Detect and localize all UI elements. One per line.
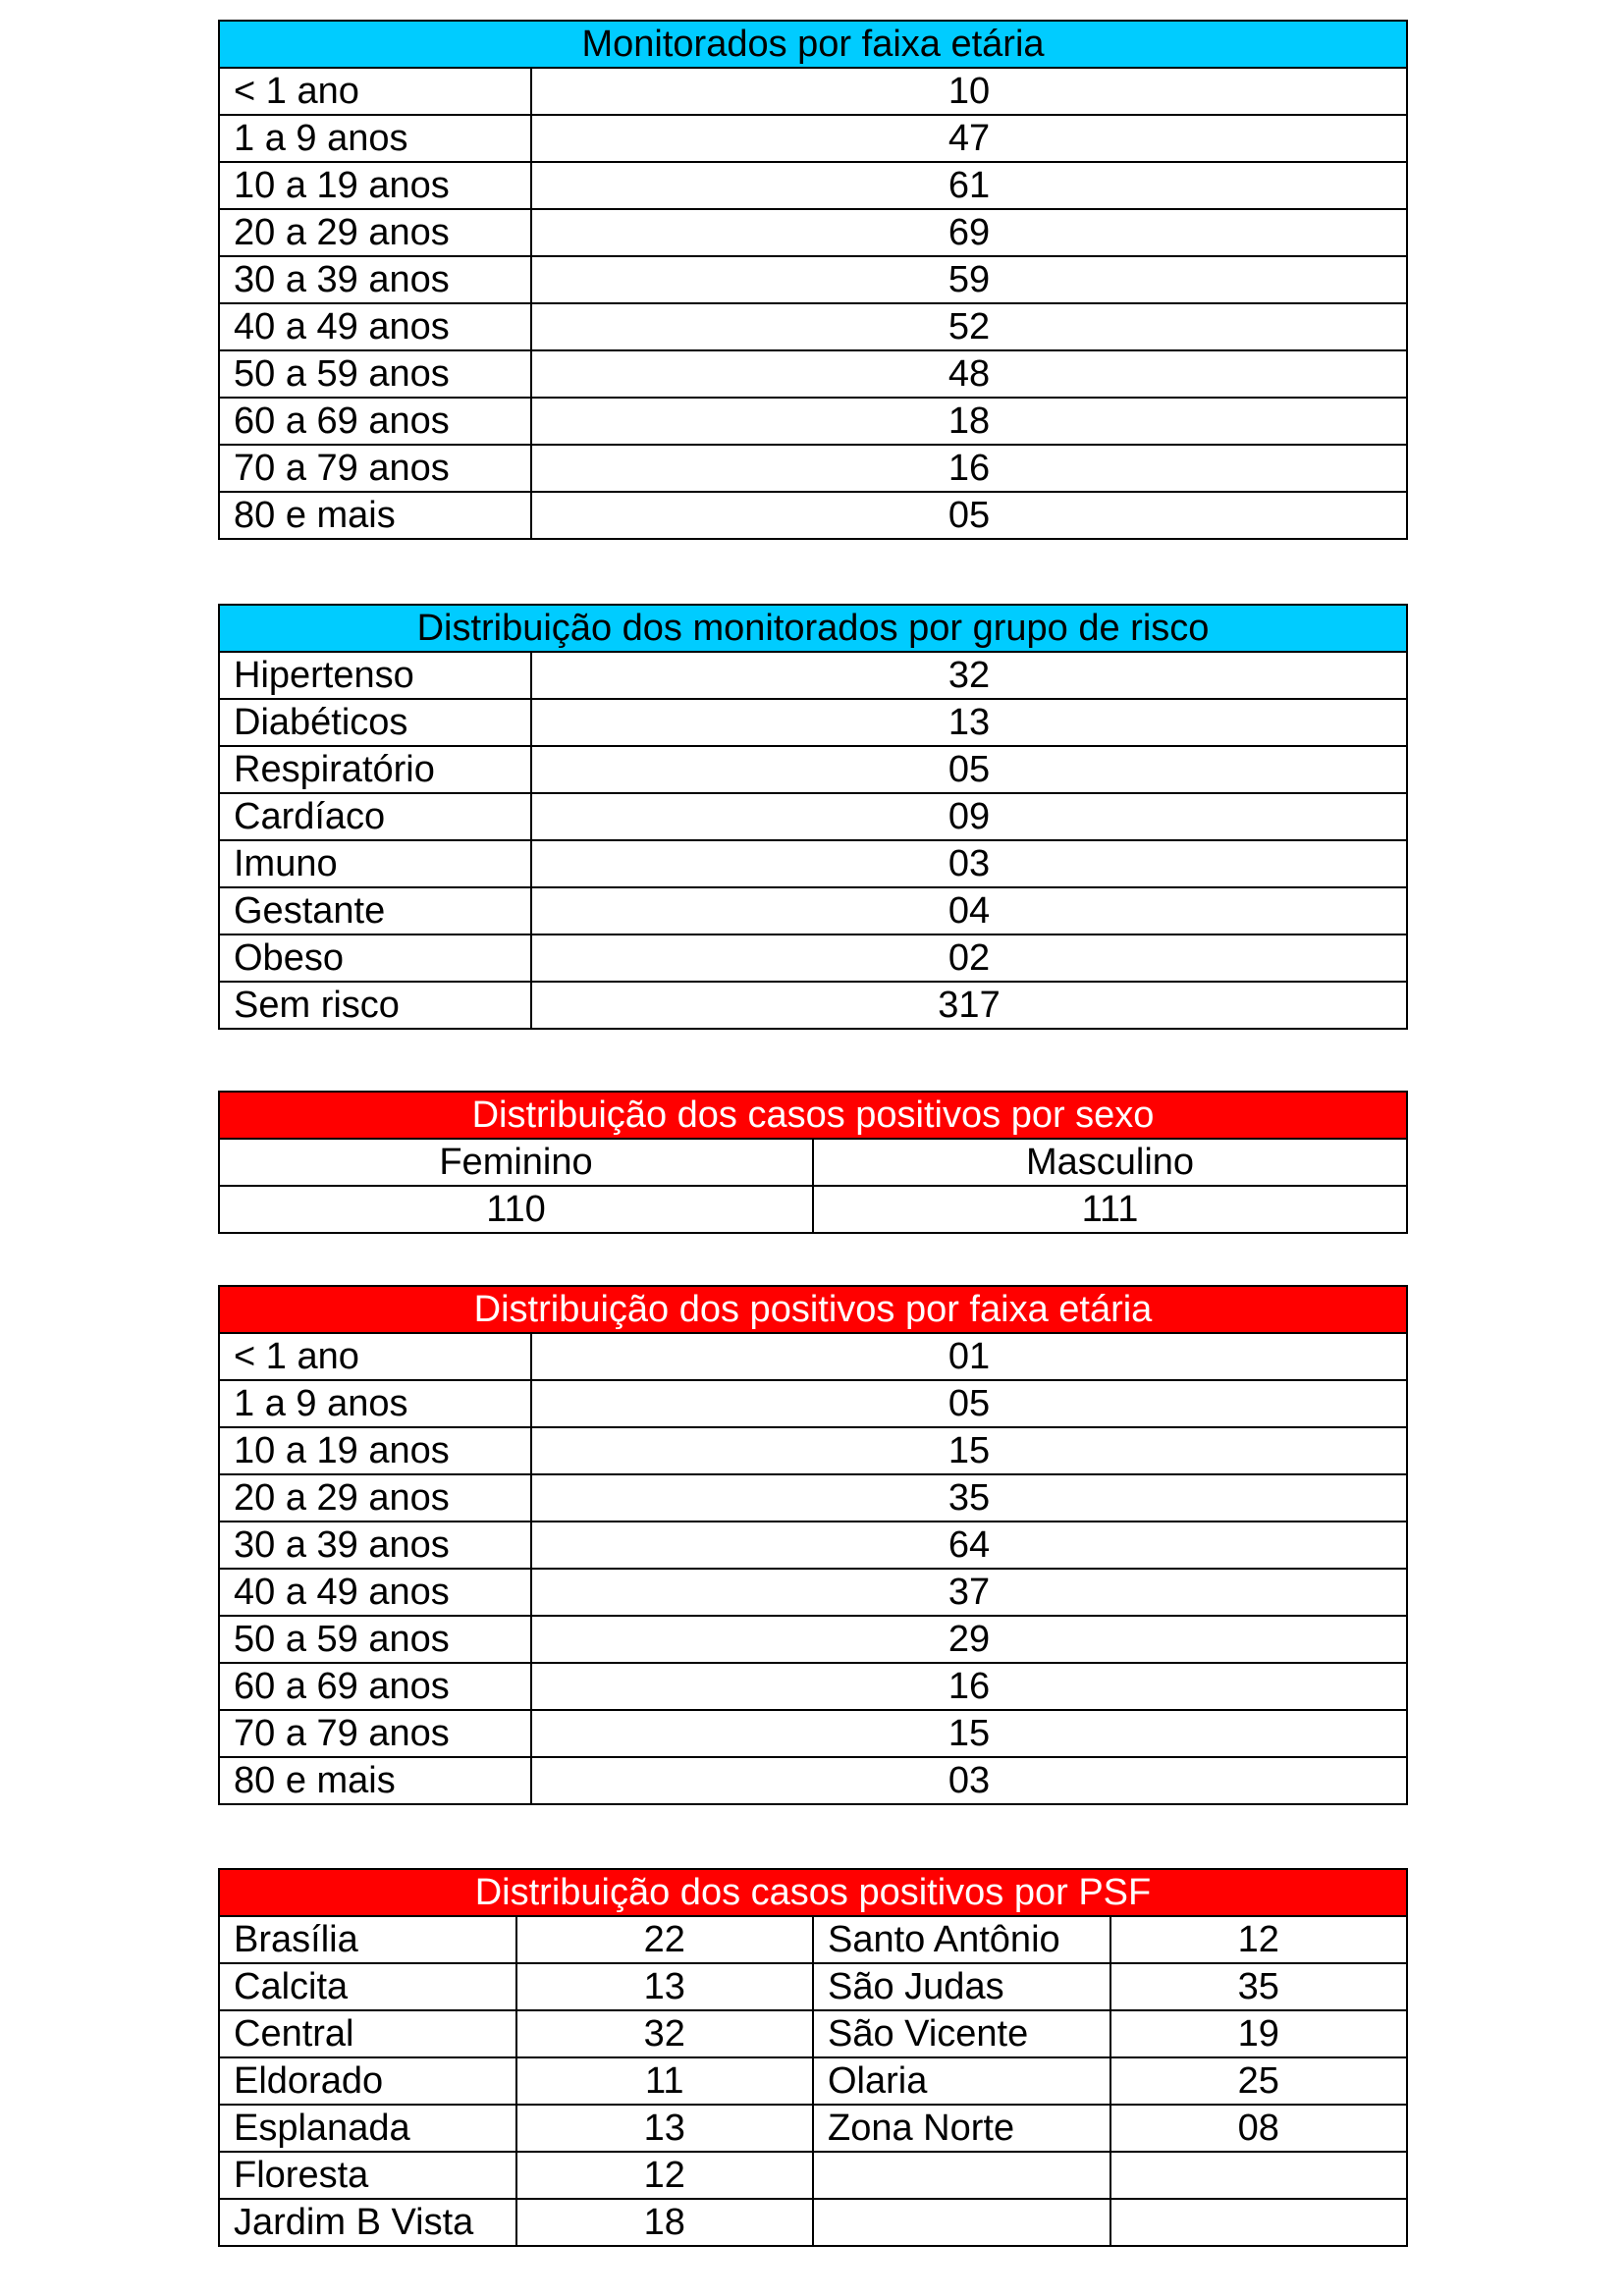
- psf-name: Esplanada: [219, 2105, 516, 2152]
- risk-group-count: 09: [531, 793, 1407, 840]
- table-row: [219, 652, 1407, 699]
- table-row: [219, 1427, 1407, 1474]
- risk-group-title: Distribuição dos monitorados por grupo de risco: [219, 605, 1407, 652]
- positive-age-table: [218, 1285, 1408, 1805]
- table-row: [219, 1380, 1407, 1427]
- table-row: [219, 68, 1407, 115]
- psf-count: [1110, 2152, 1408, 2199]
- age-range-count: 29: [531, 1616, 1407, 1663]
- age-range-label: 80 e mais: [219, 492, 531, 539]
- table-row: [219, 2199, 1407, 2246]
- psf-name: Olaria: [813, 2057, 1110, 2105]
- age-range-count: 15: [531, 1427, 1407, 1474]
- female-label: Feminino: [219, 1139, 813, 1186]
- age-range-label: < 1 ano: [219, 68, 531, 115]
- psf-count: 13: [516, 1963, 814, 2010]
- age-range-count: 69: [531, 209, 1407, 256]
- table-row: [219, 1474, 1407, 1522]
- table-row: [219, 445, 1407, 492]
- table-row: [219, 793, 1407, 840]
- table-row: [219, 699, 1407, 746]
- psf-name: Floresta: [219, 2152, 516, 2199]
- age-range-count: 16: [531, 445, 1407, 492]
- positive-sex-table: [218, 1091, 1408, 1234]
- age-range-count: 61: [531, 162, 1407, 209]
- psf-name: Zona Norte: [813, 2105, 1110, 2152]
- age-range-count: 16: [531, 1663, 1407, 1710]
- risk-group-label: Cardíaco: [219, 793, 531, 840]
- psf-name: Santo Antônio: [813, 1916, 1110, 1963]
- table-row: [219, 840, 1407, 887]
- table-row: [219, 350, 1407, 398]
- age-range-label: 50 a 59 anos: [219, 1616, 531, 1663]
- psf-name: [813, 2152, 1110, 2199]
- age-range-label: 50 a 59 anos: [219, 350, 531, 398]
- risk-group-count: 317: [531, 982, 1407, 1029]
- table-row: [219, 1139, 1407, 1186]
- psf-name: Calcita: [219, 1963, 516, 2010]
- female-count: 110: [219, 1186, 813, 1233]
- table-row: [219, 746, 1407, 793]
- age-range-count: 15: [531, 1710, 1407, 1757]
- risk-group-count: 02: [531, 934, 1407, 982]
- table-row: [219, 1522, 1407, 1569]
- age-range-label: 1 a 9 anos: [219, 115, 531, 162]
- table-row: [219, 2010, 1407, 2057]
- psf-count: [1110, 2199, 1408, 2246]
- risk-group-label: Hipertenso: [219, 652, 531, 699]
- table-row: [219, 1710, 1407, 1757]
- table-row: [219, 398, 1407, 445]
- risk-group-table: [218, 604, 1408, 1030]
- table-row: [219, 1963, 1407, 2010]
- age-range-count: 52: [531, 303, 1407, 350]
- age-range-count: 48: [531, 350, 1407, 398]
- age-range-label: 60 a 69 anos: [219, 398, 531, 445]
- age-range-count: 47: [531, 115, 1407, 162]
- table-row: [219, 209, 1407, 256]
- monitored-age-table: [218, 20, 1408, 540]
- table-row: [219, 1757, 1407, 1804]
- age-range-count: 10: [531, 68, 1407, 115]
- risk-group-count: 32: [531, 652, 1407, 699]
- table-row: [219, 2152, 1407, 2199]
- table-row: [219, 115, 1407, 162]
- age-range-label: 20 a 29 anos: [219, 209, 531, 256]
- psf-count: 35: [1110, 1963, 1408, 2010]
- psf-count: 11: [516, 2057, 814, 2105]
- table-row: [219, 1186, 1407, 1233]
- risk-group-count: 04: [531, 887, 1407, 934]
- psf-count: 13: [516, 2105, 814, 2152]
- table-row: [219, 1333, 1407, 1380]
- psf-count: 19: [1110, 2010, 1408, 2057]
- age-range-count: 03: [531, 1757, 1407, 1804]
- positive-age-title: Distribuição dos positivos por faixa etária: [219, 1286, 1407, 1333]
- age-range-label: 60 a 69 anos: [219, 1663, 531, 1710]
- table-row: [219, 934, 1407, 982]
- psf-count: 25: [1110, 2057, 1408, 2105]
- risk-group-label: Diabéticos: [219, 699, 531, 746]
- risk-group-label: Obeso: [219, 934, 531, 982]
- risk-group-label: Respiratório: [219, 746, 531, 793]
- risk-group-count: 13: [531, 699, 1407, 746]
- table-row: [219, 887, 1407, 934]
- age-range-label: < 1 ano: [219, 1333, 531, 1380]
- age-range-label: 40 a 49 anos: [219, 1569, 531, 1616]
- age-range-label: 30 a 39 anos: [219, 1522, 531, 1569]
- age-range-label: 70 a 79 anos: [219, 445, 531, 492]
- table-row: [219, 2057, 1407, 2105]
- psf-name: Eldorado: [219, 2057, 516, 2105]
- psf-name: São Vicente: [813, 2010, 1110, 2057]
- table-row: [219, 256, 1407, 303]
- age-range-label: 10 a 19 anos: [219, 1427, 531, 1474]
- positive-psf-title: Distribuição dos casos positivos por PSF: [219, 1869, 1407, 1916]
- age-range-count: 35: [531, 1474, 1407, 1522]
- age-range-label: 1 a 9 anos: [219, 1380, 531, 1427]
- psf-count: 18: [516, 2199, 814, 2246]
- table-row: [219, 1616, 1407, 1663]
- table-row: [219, 303, 1407, 350]
- psf-name: [813, 2199, 1110, 2246]
- monitored-age-title: Monitorados por faixa etária: [219, 21, 1407, 68]
- table-row: [219, 1569, 1407, 1616]
- male-label: Masculino: [813, 1139, 1407, 1186]
- age-range-label: 40 a 49 anos: [219, 303, 531, 350]
- age-range-label: 30 a 39 anos: [219, 256, 531, 303]
- psf-count: 12: [1110, 1916, 1408, 1963]
- age-range-label: 20 a 29 anos: [219, 1474, 531, 1522]
- table-row: [219, 2105, 1407, 2152]
- risk-group-label: Imuno: [219, 840, 531, 887]
- positive-psf-table: [218, 1868, 1408, 2247]
- age-range-count: 01: [531, 1333, 1407, 1380]
- psf-count: 12: [516, 2152, 814, 2199]
- age-range-label: 70 a 79 anos: [219, 1710, 531, 1757]
- age-range-count: 37: [531, 1569, 1407, 1616]
- age-range-count: 59: [531, 256, 1407, 303]
- psf-count: 22: [516, 1916, 814, 1963]
- table-row: [219, 1916, 1407, 1963]
- table-row: [219, 1663, 1407, 1710]
- risk-group-count: 05: [531, 746, 1407, 793]
- psf-name: Brasília: [219, 1916, 516, 1963]
- age-range-count: 05: [531, 1380, 1407, 1427]
- table-row: [219, 162, 1407, 209]
- psf-name: São Judas: [813, 1963, 1110, 2010]
- age-range-label: 80 e mais: [219, 1757, 531, 1804]
- age-range-count: 18: [531, 398, 1407, 445]
- age-range-count: 64: [531, 1522, 1407, 1569]
- age-range-count: 05: [531, 492, 1407, 539]
- psf-count: 32: [516, 2010, 814, 2057]
- risk-group-label: Sem risco: [219, 982, 531, 1029]
- psf-name: Central: [219, 2010, 516, 2057]
- male-count: 111: [813, 1186, 1407, 1233]
- risk-group-label: Gestante: [219, 887, 531, 934]
- risk-group-count: 03: [531, 840, 1407, 887]
- psf-name: Jardim B Vista: [219, 2199, 516, 2246]
- age-range-label: 10 a 19 anos: [219, 162, 531, 209]
- psf-count: 08: [1110, 2105, 1408, 2152]
- table-row: [219, 492, 1407, 539]
- table-row: [219, 982, 1407, 1029]
- positive-sex-title: Distribuição dos casos positivos por sexo: [219, 1092, 1407, 1139]
